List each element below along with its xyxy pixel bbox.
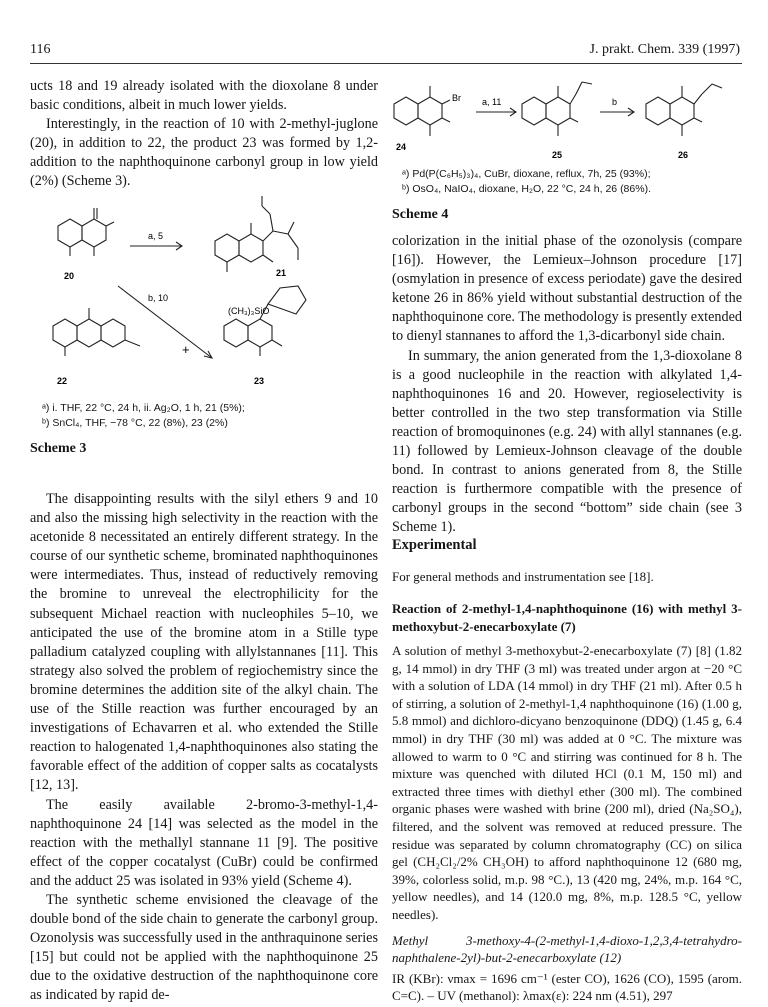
paragraph: Interestingly, in the reaction of 10 with 2-methyl-juglone (20), in addition to 22, the product 23 was formed by 1,2-addition to the naphthoquinone carbonyl group in low yield (2%) (Scheme 3). bbox=[30, 116, 378, 190]
arrow-b-label: b, 10 bbox=[148, 293, 169, 303]
bromine-label: Br bbox=[452, 93, 461, 103]
plus-sign: + bbox=[182, 342, 190, 357]
paragraph: colorization in the initial phase of the ozonolysis (compare [16]). However, the Lemieux–Johnson procedure [17] (osmylation in presence of excess periodate) gave the desired ketone 26 in 86% yield without substantial destruction of the naphthoquinone core. The methodology is presently extended to dienyl stannanes to afford the 1,3-dicarbonyl side chain. bbox=[392, 233, 743, 345]
compound-21-label: 21 bbox=[276, 268, 287, 278]
ir-data: IR (KBr): νmax = 1696 cm⁻¹ (ester CO), 1626 (CO), 1595 (arom. C=C). – UV (methanol): λmax(ε): 224 nm (4.51), 297 bbox=[392, 970, 742, 1004]
right-column-main bbox=[392, 232, 742, 538]
paragraph: The disappointing results with the silyl ethers 9 and 10 and also the missing high selectivity in the reaction with the acetonide 8 necessitated an entirely different strategy. In the course of our synthetic scheme, brominated naphthoquinones were intermediates. Thus, instead of reductively removing the bromine to unreveal the electrophilicity for the subsequent Michael reaction with nucleophiles 5–10, we anticipated the use of the bromine atom in a Stille type palladium catalyzed coupling with allylstannanes [11]. This strategy also solved the problem of regiochemistry since the bromine determines the addition site of the alkyl chain. The use of the Stille reaction was further encouraged by an investigations of Echavarren et al. who extended the Stille reaction to halogenated 1,4-naphthoquinones also stating the favorable effect of the addition of copper salts as cocatalysts [12, 13]. bbox=[30, 491, 378, 794]
compound-25-label: 25 bbox=[552, 150, 563, 160]
left-column-main bbox=[30, 490, 378, 1006]
compound-26-label: 26 bbox=[678, 150, 689, 160]
footnote-a: ᵃ) i. THF, 22 °C, 24 h, ii. Ag₂O, 1 h, 21 (5%); bbox=[42, 402, 245, 414]
compound-20-label: 20 bbox=[64, 271, 75, 281]
footnote-b: ᵇ) SnCl₄, THF, −78 °C, 22 (8%), 23 (2%) bbox=[42, 417, 228, 429]
procedure-heading: Reaction of 2-methyl-1,4-naphthoquinone (16) with methyl 3-methoxybut-2-enecarboxylate (7) bbox=[392, 601, 742, 634]
compound-24-label: 24 bbox=[396, 142, 407, 152]
silyl-group-label: (CH₃)₃SiO bbox=[228, 306, 270, 316]
scheme-3-diagram bbox=[30, 186, 380, 408]
arrow-a-label: a, 11 bbox=[482, 97, 502, 107]
footnote-b: ᵇ) OsO₄, NaIO₄, dioxane, H₂O, 22 °C, 24 h, 26 (86%). bbox=[402, 183, 651, 195]
compound-22-label: 22 bbox=[57, 376, 68, 386]
benzene-ring bbox=[58, 219, 82, 247]
paragraph: In summary, the anion generated from the 1,3-dioxolane 8 is a good nucleophile in the reaction with alkylated 1,4-naphthoquinones 16 and 20. However, regioselectivity is better controlled in the two step transformation via Stille reaction of bromoquinones (e.g. 24) with allyl stannanes (e.g. 11) followed by Lemieux-Johnson cleavage of the double bond. In contrast to anions generated from 8, the Stille reaction is furthermore compatible with the presence of carbonyl groups in the second “bottom” side chain (see 3 Scheme 1). bbox=[392, 347, 742, 536]
procedure-text: A solution of methyl 3-methoxybut-2-enecarboxylate (7) [8] (1.82 g, 14 mmol) in dry THF (3 ml) was treated under argon at −20 °C with a solution of LDA (14 mmol) in dry THF (21 ml). After 0.5 h of stirring, a solution of 2-methyl-1,4 naphthoquinone (16) (1.00 g, 5.8 mmol) and dichloro-dicyano benzoquinone (DDQ) (1.45 g, 6.4 mmol) in dry THF (30 ml) was added at 0 °C. The mixture was allowed to warm to 0 °C and stirring was continued for 8 h. The mixture was quenched with diluted HCl (0.1 M, 150 ml) and extracted three times with diethyl ether (300 ml). The combined organic phases were washed with brine (200 ml), dried (Na₂SO₄), filtered, and the solvent was removed at reduced pressure. The residue was separated by column chromatography (CC) on silica gel (CH₂Cl₂/2% CH₃OH) to afford naphthoquinone 12 (680 mg, 39%, colorless solid, m.p. 98 °C.), 13 (420 mg, 24%, m.p. 164 °C, yellow needles), and 14 (120.0 mg, 8%, m.p. 128.5 °C, yellow needles). bbox=[392, 643, 742, 922]
paragraph: ucts 18 and 19 already isolated with the dioxolane 8 under basic conditions, albeit in much lower yields. bbox=[30, 78, 378, 114]
arrow-a-label: a, 5 bbox=[148, 231, 164, 241]
header-rule bbox=[30, 63, 742, 64]
general-methods: For general methods and instrumentation see [18]. bbox=[392, 569, 654, 584]
scheme-4-notes bbox=[402, 167, 742, 197]
experimental-heading: Experimental bbox=[392, 537, 477, 553]
compound-title: Methyl 3-methoxy-4-(2-methyl-1,4-dioxo-1,2,3,4-tetrahydro-naphthalene-2yl)-but-2-enecarboxylate (12) bbox=[392, 932, 742, 966]
paragraph: The easily available 2-bromo-3-methyl-1,4-naphthoquinone 24 [14] was selected as the model in the reaction with the methallyl stannane 11 [9]. The positive effect of the copper cocatalyst (CuBr) could be confirmed and the adduct 25 was isolated in 93% yield (Scheme 4). bbox=[30, 796, 378, 889]
footnote-a: ᵃ) Pd(P(C₆H₅)₃)₄, CuBr, dioxane, reflux, 7h, 25 (93%); bbox=[402, 168, 651, 180]
journal-header: J. prakt. Chem. 339 (1997) bbox=[589, 42, 740, 57]
arrow-b-label: b bbox=[612, 97, 618, 107]
paragraph: The synthetic scheme envisioned the cleavage of the double bond of the side chain to generate the carbonyl group. Ozonolysis was successfully used in the anthraquinone series [15] but could not be applied with the naphthoquinone 25 due to the oxidative destruction of the naphthoquinone core as indicated by rapid de- bbox=[30, 891, 378, 1004]
left-column-top bbox=[30, 77, 378, 192]
scheme-3-label: Scheme 3 bbox=[30, 441, 87, 456]
scheme-3-notes bbox=[42, 401, 378, 431]
compound-23-label: 23 bbox=[254, 376, 265, 386]
procedure-block bbox=[392, 642, 742, 1005]
quinone-ring bbox=[82, 219, 106, 247]
page-number: 116 bbox=[30, 42, 51, 57]
scheme-4-diagram bbox=[392, 70, 742, 170]
scheme-4-label: Scheme 4 bbox=[392, 207, 449, 222]
